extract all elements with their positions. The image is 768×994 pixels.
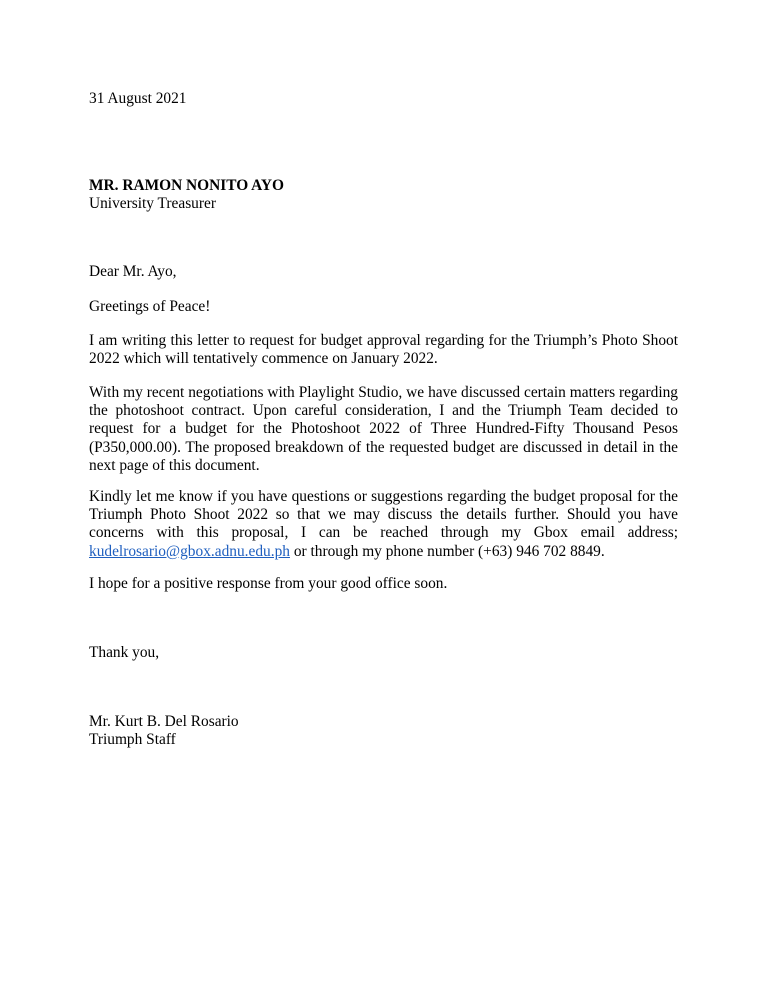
- paragraph-budget-details: With my recent negotiations with Playlight Studio, we have discussed certain matters regarding the photoshoot contract. Upon careful consideration, I and the Triumph Team decided to request for a budget for the Photoshoot 2022 of Three Hundred-Fifty Thousand Pesos (P350,000.00). The proposed breakdown of the requested budget are discussed in detail in the next page of this document.: [89, 384, 678, 474]
- letter-date: 31 August 2021: [89, 90, 187, 107]
- recipient-title: University Treasurer: [89, 195, 216, 213]
- contact-text-after-email: or through my phone number (+63) 946 702 8849.: [289, 542, 605, 560]
- recipient-block: [89, 177, 284, 213]
- greeting: Greetings of Peace!: [89, 298, 211, 315]
- signature-position: Triumph Staff: [89, 731, 176, 749]
- paragraph-request: I am writing this letter to request for budget approval regarding for the Triumph’s Photo Shoot 2022 which will tentatively commence on January 2022.: [89, 332, 678, 368]
- paragraph-contact: [89, 488, 678, 561]
- closing: Thank you,: [89, 644, 160, 661]
- email-link[interactable]: kudelrosario@gbox.adnu.edu.ph: [89, 542, 290, 560]
- signature-name: Mr. Kurt B. Del Rosario: [89, 713, 239, 730]
- paragraph-hope: I hope for a positive response from your good office soon.: [89, 575, 448, 592]
- contact-text-before-email: Kindly let me know if you have questions or suggestions regarding the budget proposal for the Triumph Photo Shoot 2022 so that we may discuss the details further. Should you have concerns with this proposal, I can be reached through my Gbox email address;: [89, 488, 678, 542]
- recipient-name: MR. RAMON NONITO AYO: [89, 177, 284, 194]
- letter-page: [89, 0, 678, 994]
- signature-block: [89, 713, 239, 749]
- salutation: Dear Mr. Ayo,: [89, 263, 177, 280]
